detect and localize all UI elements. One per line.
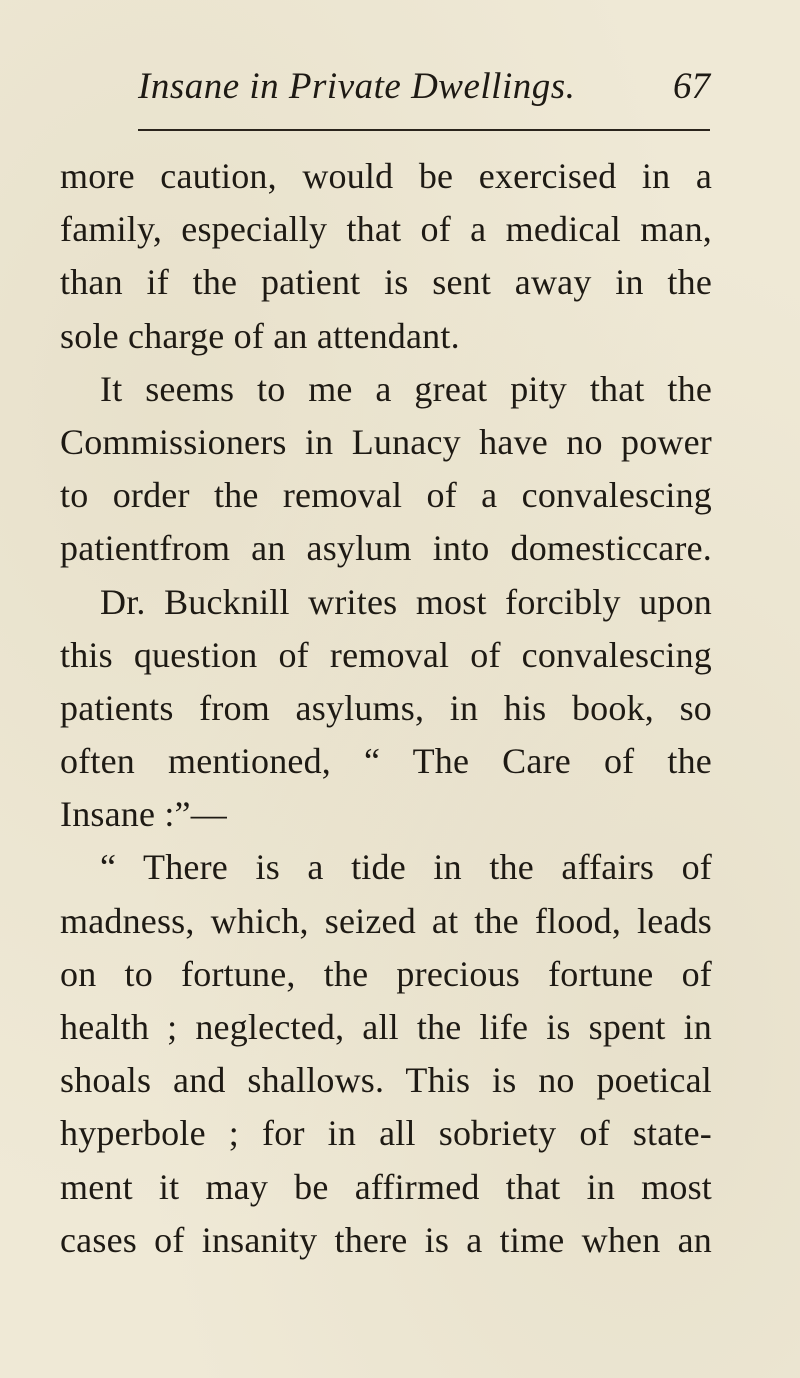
running-title: Insane in Private Dwellings. bbox=[138, 66, 576, 107]
text-line: family, especially that of a medical man, bbox=[60, 209, 712, 250]
header-rule bbox=[138, 129, 710, 131]
text-line: than if the patient is sent away in the bbox=[60, 262, 712, 303]
text-line: patientfrom an asylum into domesticcare. bbox=[60, 528, 712, 569]
text-line: often mentioned, “ The Care of the bbox=[60, 741, 712, 782]
text-line: this question of removal of convalescing bbox=[60, 634, 712, 675]
body-text bbox=[60, 150, 712, 1267]
text-line: Commissioners in Lunacy have no power bbox=[60, 421, 712, 462]
text-line: “ There is a tide in the affairs of bbox=[100, 847, 712, 888]
text-line: madness, which, seized at the flood, leads bbox=[60, 900, 712, 941]
text-line: hyperbole ; for in all sobriety of state- bbox=[60, 1113, 712, 1154]
running-head bbox=[138, 62, 710, 112]
text-line: sole charge of an attendant. bbox=[60, 315, 460, 356]
page-number: 67 bbox=[673, 66, 710, 107]
text-line: health ; neglected, all the life is spent in bbox=[60, 1007, 712, 1047]
text-line: Insane :”— bbox=[60, 794, 227, 835]
text-line: shoals and shallows. This is no poetical bbox=[60, 1060, 712, 1101]
text-line: on to fortune, the precious fortune of bbox=[60, 953, 712, 994]
text-line: cases of insanity there is a time when an bbox=[60, 1219, 712, 1260]
text-line: patients from asylums, in his book, so bbox=[60, 687, 712, 728]
text-line: It seems to me a great pity that the bbox=[100, 368, 712, 409]
text-line: Dr. Bucknill writes most forcibly upon bbox=[100, 581, 712, 622]
text-line: ment it may be affirmed that in most bbox=[60, 1166, 712, 1207]
text-line: more caution, would be exercised in a bbox=[60, 156, 712, 196]
text-line: to order the removal of a convalescing bbox=[60, 475, 712, 516]
